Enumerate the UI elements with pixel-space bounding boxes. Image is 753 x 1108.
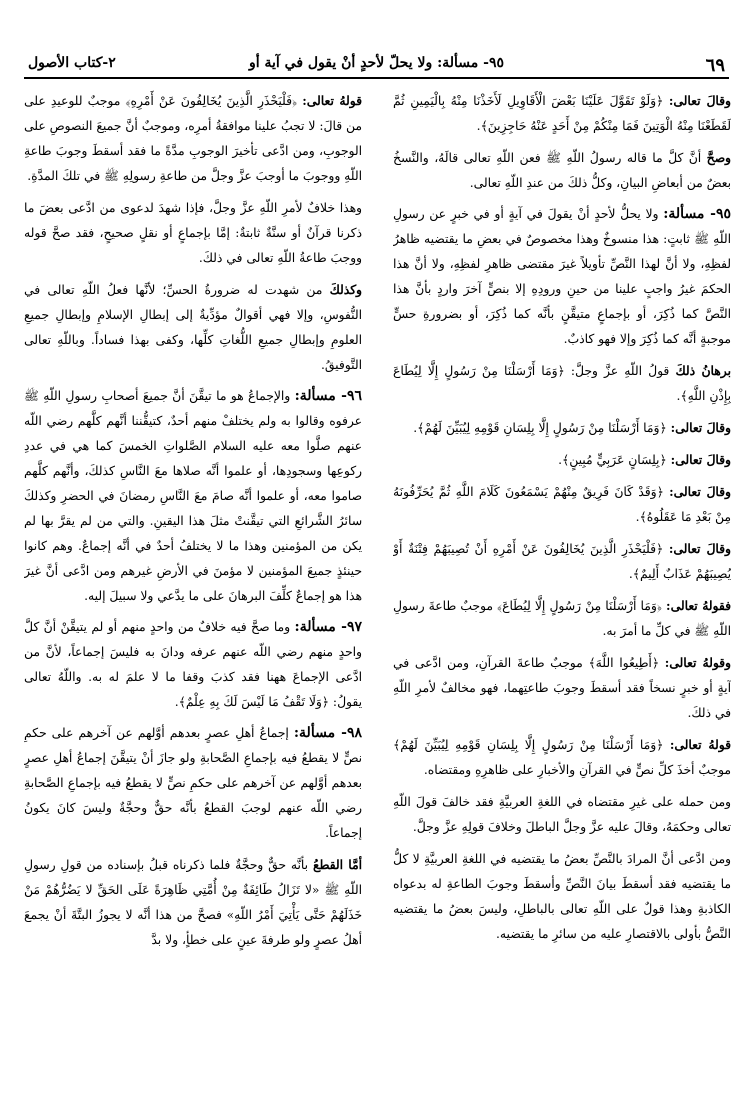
paragraph-text: من شهدت له ضرورةُ الحسِّ؛ لأنَّها فعلُ اللّهِ تعالى في النُّفوسِ، وإلا فهي أقوالٌ مؤدِّيةٌ إلى إبطالِ الإسلامِ وإبطالِ جميعِ العلومِ وإبطالِ جميعِ اللُّغاتِ كلِّها، وكفى بهذا فساداً. وباللّهِ تعالى التَّوفيقُ. [24,283,362,372]
paragraph-lead: وقالَ تعالى: [670,420,731,435]
paragraph-text: والإجماعُ هو ما تيقَّنَ أنَّ جميعَ أصحابِ رسولِ اللّهِ ﷺ عرفوه وقالوا به ولم يختلفْ منهم أحدٌ، كتيقُّننا أنَّهم كلَّهم رضي اللّه عنهم صلَّوا معه عليه السلام الصَّلواتِ الخمسَ كما هي في عددِ ركوعِها وسجودِها، أو علموا أنَّه صلاها معَ النَّاسِ كذلكَ، وأنَّهم كلَّهم صاموا معه، أو علموا أنَّه صامَ معَ النَّاسِ رمضانَ في الحضرِ وكذلكَ سائرُ الشَّرائعِ التي تيقَّنتْ مثلَ هذا اليقينِ. والتي من لم يقرَّ بها لم يكن من المؤمنين وهذا ما لا يختلفُ أحدٌ في أنَّه إجماعٌ. وهم كانوا حينئذٍ جميعَ المؤمنين لا مؤمنَ في الأرضِ غيرهم ومن ادَّعى أنَّ غيرَ هذا هو إجماعٌ كلِّفَ البرهانَ على ما يدَّعي ولا سبيلَ إليه. [24,389,362,603]
paragraph-text: وهذا خلافٌ لأمرِ اللّهِ عزَّ وجلَّ، فإذا شهدَ لدعوى من ادَّعى بعضَ ما ذكرنا قرآنٌ أو سنَّةٌ ثابتةٌ: إمَّا بإجماعٍ أو نقلٍ صحيحٍ، فقد صحَّ قوله ووجبَ طاعةُ اللّهِ تعالى في ذلكَ. [24,201,362,265]
paragraph [393,415,731,441]
paragraph-lead: فقولهُ تعالى: [666,598,731,613]
header-title: ٩٥- مسألة: ولا يحلّ لأحدٍ أنْ يقول في آية أو [248,55,505,71]
header-book-title: ٢-كتاب الأصول [28,55,116,71]
paragraph-lead: أمَّا القطعُ [312,857,362,872]
paragraph-lead: وقالَ تعالى: [670,452,731,467]
paragraph-text: أنَّ كلَّ ما قاله رسولُ اللّهِ ﷺ فعن اللّهِ تعالى قالَهُ، والنَّسخُ بعضٌ من أبعاضِ البيانِ، وكلُّ ذلكَ من عندِ اللّهِ تعالى. [393,151,731,190]
paragraph [24,88,362,189]
section-97 [24,615,362,715]
paragraph [393,358,731,409]
paragraph [393,447,731,473]
paragraph-text: قولُ اللّهِ عزَّ وجلَّ: ﴿وَمَا أَرْسَلْنَا مِنْ رَسُولٍ إِلَّا لِيُطَاعَ بِإِذْنِ اللَّهِ﴾. [393,364,731,403]
paragraph-text: إجماعُ أهلِ عصرٍ بعدهم أوَّلهم عن آخرهم على حكمِ نصٍّ لا يقطعُ فيه بإجماعِ الصَّحابةِ ولو جازَ أنْ يتيقَّنَ إجماعُ أهلِ عصرٍ بعدهم أوَّلهم عن آخرهم على حكمِ نصٍّ لا يقطعُ فيه بإجماعِ الصَّحابةِ رضي اللّه عنهم لوجبَ القطعُ بأنَّه حقٌّ وحجَّةٌ وليسَ كانَ يكونُ إجماعاً. [24,726,362,840]
paragraph-text: ولا يحلُّ لأحدٍ أنْ يقولَ في آيةٍ أو في خبرٍ عن رسولِ اللّهِ ﷺ ثابتٍ: هذا منسوخٌ وهذا مخصوصٌ في بعضِ ما يقتضيه ظاهرُ لفظِهِ، ولا أنَّ لهذا النَّصِّ تأويلاً غيرَ مقتضى ظاهرِ لفظِهِ، ولا أنَّ هذا الحكمَ غيرُ واجبٍ علينا من حينِ ورودِهِ إلا بنصٍّ آخرَ واردٍ بأنَّ هذا النَّصَّ كما ذُكِرَ، أو بإجماعٍ متيقَّنٍ بأنَّه كما ذُكِرَ، أو بضرورةِ حسٍّ موجبةٍ أنَّه كما ذُكِرَ وإلا فهو كاذبٌ. [393,207,731,346]
paragraph [24,277,362,378]
section-heading: ٩٧- مسألة: [294,619,362,635]
paragraph [393,145,731,196]
paragraph [393,536,731,587]
section-heading: ٩٥- مسألة: [663,206,731,222]
section-98 [24,721,362,846]
paragraph [393,846,731,947]
paragraph [393,650,731,726]
running-header [24,55,729,79]
section-heading: ٩٦- مسألة: [294,388,362,404]
section-96 [24,384,362,609]
paragraph-text: ومن حمله على غيرِ مقتضاه في اللغةِ العربيَّةِ فقد خالفَ قولَ اللّهِ تعالى وحكمَهُ، وقالَ عليه عزَّ وجلَّ الباطلَ وخلافَ قولِهِ عزَّ وجلَّ. [393,795,731,834]
paragraph-text: ﴿بِلِسَانٍ عَرَبِيٍّ مُبِينٍ﴾. [558,453,667,467]
paragraph [393,479,731,530]
paragraph-text: ﴿وَمَا أَرْسَلْنَا مِنْ رَسُولٍ إِلَّا بِلِسَانِ قَوْمِهِ لِيُبَيِّنَ لَهُمْ﴾ موجبٌ أخذَ كلِّ نصٍّ في القرآنِ والأخبارِ على ظاهرِهِ ومقتضاه. [393,738,731,777]
paragraph [393,593,731,644]
paragraph-text: ﴿وَقَدْ كَانَ فَرِيقٌ مِنْهُمْ يَسْمَعُونَ كَلَامَ اللَّهِ ثُمَّ يُحَرِّفُونَهُ مِنْ بَعْدِ مَا عَقَلُوهُ﴾. [393,485,731,524]
left-column [24,88,362,1093]
paragraph-text: ﴿فَلْيَحْذَرِ الَّذِينَ يُخَالِفُونَ عَنْ أَمْرِهِ أَنْ تُصِيبَهُمْ فِتْنَةٌ أَوْ يُصِيبَهُمْ عَذَابٌ أَلِيمٌ﴾. [393,542,731,581]
paragraph-text: ﴿أَطِيعُوا اللَّهَ﴾ موجبٌ طاعةَ القرآنِ، ومن ادَّعى في آيةٍ أو خبرٍ نسخاً فقد أسقطَ وجوبَ طاعتِهما، فهو مخالفٌ لأمرِ اللّهِ في ذلكَ. [393,656,731,720]
paragraph-text: ﴿وَمَا أَرْسَلْنَا مِنْ رَسُولٍ إِلَّا بِلِسَانِ قَوْمِهِ لِيُبَيِّنَ لَهُمْ﴾. [413,421,667,435]
paragraph [393,789,731,840]
paragraph-lead: وقالَ تعالى: [669,484,731,499]
paragraph-text: ومن ادَّعى أنَّ المرادَ بالنَّصِّ بعضُ ما يقتضيه في اللغةِ العربيَّةِ لا كلُّ ما يقتضيه فقد أسقطَ بيانَ النَّصِّ وأسقطَ وجوبَ الطاعةِ له بدعواه الكاذبةِ وهذا قولٌ على اللّهِ تعالى بالباطلِ، وليسَ بعضُ ما يقتضيه النَّصُّ بأولى بالاقتصارِ عليه من سائرِ ما يقتضيه. [393,852,731,941]
paragraph-lead: وقولهُ تعالى: [664,655,731,670]
page-number: ٦٩ [705,55,725,76]
paragraph-lead: وصحَّ [706,150,731,165]
paragraph [24,195,362,271]
paragraph-text: وما صحَّ فيه خلافٌ من واحدٍ منهم أو لم يتيقَّنْ أنَّ كلَّ واحدٍ منهم رضي اللّه عنهم عرفه ودانَ به فليسَ إجماعاً، لأنَّ من ادَّعى الإجماعَ ههنا فقد كذبَ وقفا ما لا علمَ له به. واللّهُ تعالى يقولُ: ﴿وَلَا تَقْفُ مَا لَيْسَ لَكَ بِهِ عِلْمٌ﴾. [24,620,362,709]
right-column [393,88,731,1093]
paragraph-text: ﴿وَلَوْ تَقَوَّلَ عَلَيْنَا بَعْضَ الْأَقَاوِيلِ لَأَخَذْنَا مِنْهُ بِالْيَمِينِ ثُمَّ لَقَطَعْنَا مِنْهُ الْوَتِينَ فَمَا مِنْكُمْ مِنْ أَحَدٍ عَنْهُ حَاجِزِينَ﴾. [393,94,731,133]
paragraph-lead: قولهُ تعالى: [669,737,731,752]
paragraph-lead: وقالَ تعالى: [668,541,731,556]
paragraph-text: ﴿وَمَا أَرْسَلْنَا مِنْ رَسُولٍ إِلَّا لِيُطَاعَ﴾ موجبٌ طاعةَ رسولِ اللّهِ ﷺ في كلِّ ما أمرَ به. [393,599,731,638]
paragraph-text: بأنَّه حقٌّ وحجَّةٌ فلما ذكرناه قبلُ بإسناده من قولِ رسولِ اللّهِ ﷺ «لا تَزَالُ طَائِفَةٌ مِنْ أُمَّتِي ظَاهِرَةً عَلَى الحَقِّ لا يَضُرُّهُمْ مَنْ خَذَلَهُمْ حَتَّى يَأْتِيَ أَمْرُ اللّهِ» فصحَّ من هذا أنَّه لا يجوزُ البتَّةَ أنْ يجمعَ أهلُ عصرٍ ولو طرفةَ عينٍ على خطأٍ، ولا بدَّ [24,858,362,947]
paragraph-lead: وقالَ تعالى: [668,93,731,108]
paragraph [393,88,731,139]
section-heading: ٩٨- مسألة: [293,725,362,741]
paragraph [393,732,731,783]
paragraph-lead: قولهُ تعالى: [302,93,362,108]
paragraph [24,852,362,953]
paragraph-lead: وكذلكَ [329,282,362,297]
section-95 [393,202,731,352]
paragraph-lead: برهانُ ذلكَ [675,363,731,378]
paragraph-text: ﴿فَلْيَحْذَرِ الَّذِينَ يُخَالِفُونَ عَنْ أَمْرِهِ﴾ موجبٌ للوعيدِ على من قالَ: لا تجبُ علينا موافقةُ أمرِه، وموجبٌ أنَّ جميعَ النصوصِ على الوجوبِ، ومن ادَّعى تأخيرَ الوجوبِ مدَّةً ما فقد أسقطَ وجوبَ طاعةِ اللّهِ ووجوبَ ما أوجبَ عزَّ وجلَّ من طاعةِ رسولِهِ ﷺ في تلكَ المدَّةِ. [24,94,362,183]
